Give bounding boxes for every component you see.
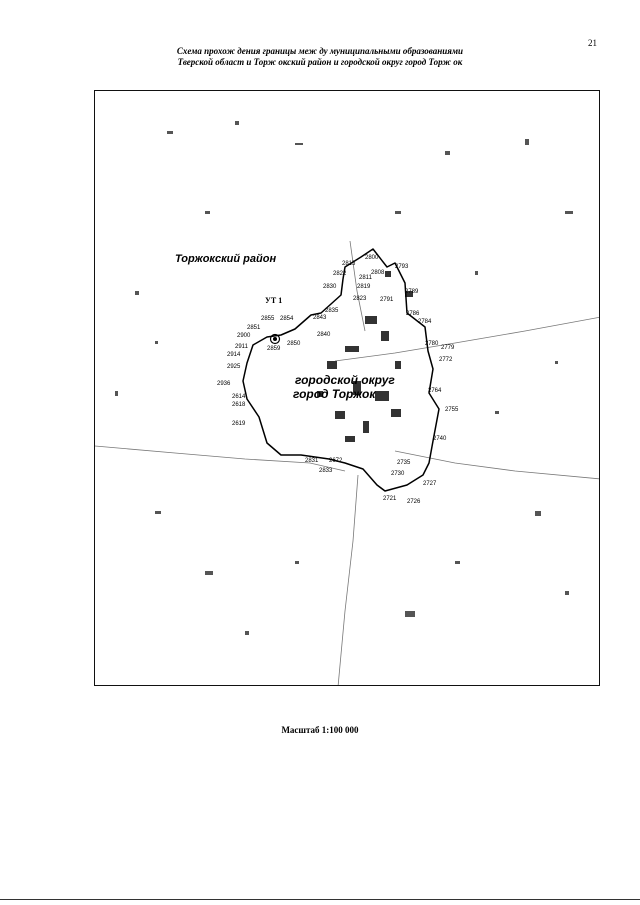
point-label: 2851	[247, 325, 261, 331]
point-label: 2855	[261, 316, 275, 322]
point-label: 2730	[391, 471, 405, 477]
page-bottom-divider	[0, 899, 640, 900]
point-label: 2779	[441, 345, 455, 351]
point-label: 2800	[365, 255, 379, 261]
point-label: 2786	[406, 311, 420, 317]
point-label: 2900	[237, 333, 251, 339]
point-label: 2815	[342, 261, 356, 267]
page-title	[0, 46, 640, 68]
point-label: 2618	[232, 402, 246, 408]
ut-label: УТ 1	[265, 296, 283, 305]
point-label: 2735	[397, 460, 411, 466]
point-label: 2843	[313, 315, 327, 321]
page-number: 21	[588, 38, 597, 48]
point-label: 2789	[405, 289, 419, 295]
point-label: 2835	[325, 308, 339, 314]
point-label: 2791	[380, 297, 394, 303]
point-label: 2772	[439, 357, 453, 363]
point-label: 2672	[329, 458, 343, 464]
point-label: 2911	[235, 344, 248, 350]
point-label: 2854	[280, 316, 294, 322]
point-label: 2840	[317, 332, 331, 338]
point-label: 2823	[353, 296, 367, 302]
point-label: 2822	[333, 271, 347, 277]
point-label: 2808	[371, 270, 385, 276]
point-label: 2780	[425, 341, 439, 347]
point-label: 2727	[423, 481, 437, 487]
point-label: 2819	[357, 284, 371, 290]
point-label: 2925	[227, 364, 241, 370]
point-label: 2764	[428, 388, 442, 394]
city-label-line2: город Торжок	[293, 387, 376, 401]
point-label: 2830	[323, 284, 337, 290]
map-canvas	[95, 91, 600, 686]
city-label-line1: городской округ	[295, 373, 395, 387]
point-label: 2850	[287, 341, 301, 347]
point-label: 2811	[359, 275, 372, 281]
point-label: 2833	[319, 468, 333, 474]
map-frame	[94, 90, 600, 686]
map-scale: Масштаб 1:100 000	[281, 725, 359, 735]
point-label: 2619	[232, 421, 246, 427]
district-label: Торжокский район	[175, 253, 277, 265]
point-label: 2793	[395, 264, 409, 270]
point-label: 2784	[418, 319, 432, 325]
road-south	[338, 475, 358, 686]
point-label: 2859	[267, 346, 281, 352]
road-southeast	[395, 451, 600, 479]
ut1-marker-center	[273, 337, 277, 341]
title-line-1: Схема прохож дения границы меж ду муниципальными образованиями	[176, 46, 464, 56]
point-label: 2914	[227, 352, 241, 358]
point-label: 2740	[433, 436, 447, 442]
point-label: 2721	[383, 496, 397, 502]
title-line-2: Тверской област и Торж окский район и городской округ город Торж ок	[177, 57, 463, 67]
point-label: 2614	[232, 394, 246, 400]
point-label: 2755	[445, 407, 459, 413]
point-label: 2936	[217, 381, 231, 387]
point-label: 2726	[407, 499, 421, 505]
point-label: 2831	[305, 458, 319, 464]
municipal-boundary	[243, 249, 439, 491]
